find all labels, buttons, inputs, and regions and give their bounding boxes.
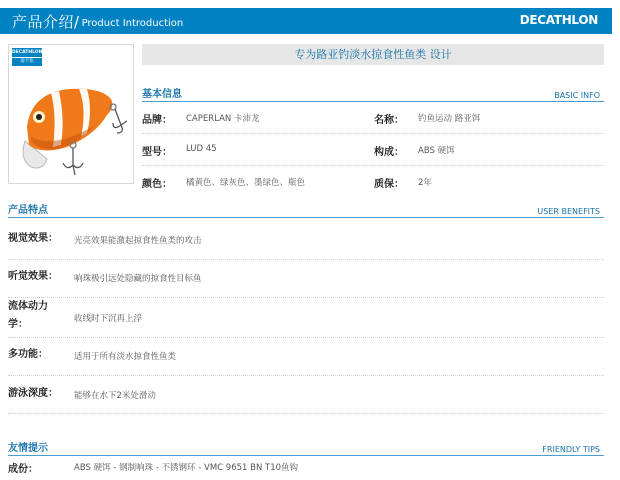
model-label: 型号： — [142, 147, 172, 158]
model-value: LUD 45 — [186, 144, 217, 154]
user-benefits-title-zh: 产品特点 — [8, 205, 48, 216]
warranty-value: 2年 — [418, 178, 432, 188]
benefit-value: 能够在水下2米处滑动 — [74, 391, 156, 401]
friendly-tips-title-en: FRIENDLY TIPS — [542, 445, 600, 454]
basic-info-title-zh: 基本信息 — [142, 89, 182, 100]
mini-logo-top: DECATHLON — [12, 50, 43, 55]
product-slogan: 专为路亚钓淡水掠食性鱼类 设计 — [142, 44, 604, 65]
composition-label: 构成： — [374, 147, 404, 158]
benefit-row — [8, 260, 604, 298]
header-title-zh: 产品介绍/ — [12, 12, 80, 31]
header-bar — [0, 8, 612, 34]
name-value: 钓鱼运动 路亚饵 — [418, 114, 481, 124]
benefit-value: 光亮效果能激起掠食性鱼类的攻击 — [74, 236, 202, 246]
header-title-en: Product Introduction — [81, 17, 184, 29]
brand-logo: DECATHLON — [519, 13, 598, 27]
benefit-label: 游泳深度： — [8, 388, 58, 399]
ingredients-row — [8, 458, 604, 476]
ingredients-label: 成份： — [8, 464, 38, 475]
ingredients-value: ABS 硬饵 - 钢制响珠 - 不锈钢环 - VMC 9651 BN T10鱼钩 — [74, 463, 299, 473]
composition-value: ABS 硬饵 — [418, 146, 455, 156]
benefit-label: 多功能： — [8, 349, 48, 360]
basic-info-row — [142, 166, 604, 198]
product-image — [8, 44, 134, 184]
user-benefits-heading — [8, 202, 604, 218]
user-benefits-title-en: USER BENEFITS — [537, 207, 600, 216]
brand-value: CAPERLAN 卡沛龙 — [186, 114, 260, 124]
benefit-row — [8, 222, 604, 260]
benefit-row — [8, 376, 604, 414]
benefit-value: 响珠极引远处隐藏的掠食性目标鱼 — [74, 274, 202, 284]
benefit-value: 收线时下沉再上浮 — [74, 314, 143, 324]
name-label: 名称： — [374, 115, 404, 126]
brand-label: 品牌： — [142, 115, 172, 126]
basic-info-row — [142, 134, 604, 166]
color-value: 橘黄色、绿灰色、墨绿色、瓶色 — [186, 178, 306, 188]
benefit-label: 视觉效果： — [8, 233, 58, 244]
benefit-value: 适用于所有淡水掠食性鱼类 — [74, 352, 177, 362]
basic-info-heading — [142, 86, 604, 102]
mini-logo-bottom: 迪卡侬 — [12, 57, 42, 66]
warranty-label: 质保： — [374, 179, 404, 190]
basic-info-title-en: BASIC INFO — [554, 91, 600, 100]
mini-brand-logo — [12, 48, 42, 66]
friendly-tips-title-zh: 友情提示 — [8, 443, 48, 454]
basic-info-row — [142, 102, 604, 134]
benefit-row — [8, 298, 604, 338]
fishing-lure-icon — [17, 75, 129, 184]
benefit-label: 流体动力学： — [8, 301, 48, 330]
friendly-tips-heading — [8, 440, 604, 456]
benefit-row — [8, 338, 604, 376]
benefit-label: 听觉效果： — [8, 271, 58, 282]
color-label: 颜色： — [142, 179, 172, 190]
